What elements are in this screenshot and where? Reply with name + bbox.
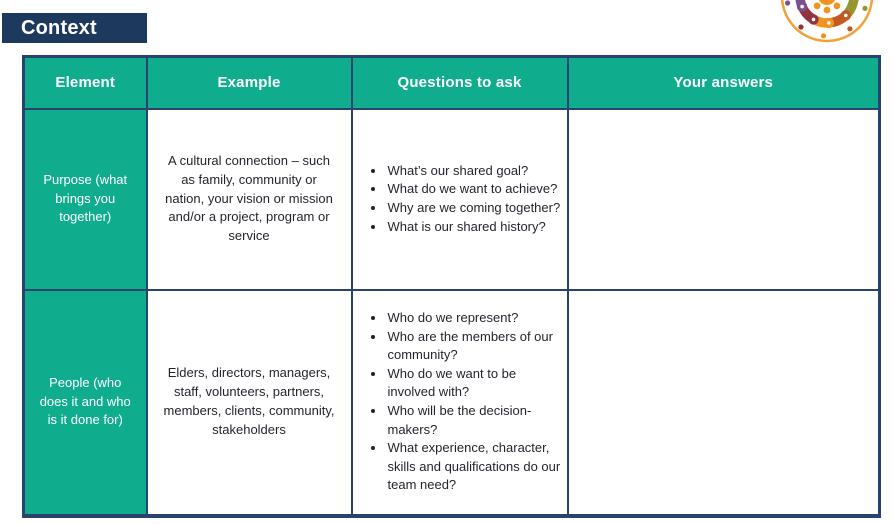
example-cell-purpose: A cultural connection – such as family, community or nation, your vision or mission and/or a project, program or service	[147, 109, 352, 290]
questions-cell-purpose	[352, 109, 568, 290]
page-title	[2, 13, 147, 43]
table-row-purpose	[24, 109, 880, 290]
example-cell-people: Elders, directors, managers, staff, volunteers, partners, members, clients, community, stakeholders	[147, 290, 352, 516]
column-header-your-answers: Your answers	[568, 57, 880, 109]
your-answers-cell-purpose[interactable]	[568, 109, 880, 290]
question-item: • Who do we represent?	[386, 309, 561, 328]
context-table	[22, 55, 881, 518]
question-item: • Who will be the decision-makers?	[386, 402, 561, 439]
question-item: • What’s our shared goal?	[386, 162, 561, 181]
questions-list	[365, 162, 561, 236]
column-header-questions: Questions to ask	[352, 57, 568, 109]
logo-graphic	[779, 0, 875, 46]
question-item: • What do we want to achieve?	[386, 180, 561, 199]
question-item: • Who do we want to be involved with?	[386, 365, 561, 402]
question-item: • Who are the members of our community?	[386, 328, 561, 365]
community-artwork-logo	[779, 0, 875, 46]
table-row-people	[24, 290, 880, 516]
page-title-text: Context	[21, 17, 97, 39]
questions-cell-people	[352, 290, 568, 516]
questions-list	[365, 309, 561, 495]
element-cell-people: People (who does it and who is it done for)	[24, 290, 147, 516]
question-item: • What is our shared history?	[386, 218, 561, 237]
column-header-example: Example	[147, 57, 352, 109]
your-answers-cell-people[interactable]	[568, 290, 880, 516]
table-header-row	[24, 57, 880, 109]
question-item: • What experience, character, skills and qualifications do our team need?	[386, 439, 561, 495]
element-cell-purpose: Purpose (what brings you together)	[24, 109, 147, 290]
column-header-element: Element	[24, 57, 147, 109]
question-item: • Why are we coming together?	[386, 199, 561, 218]
